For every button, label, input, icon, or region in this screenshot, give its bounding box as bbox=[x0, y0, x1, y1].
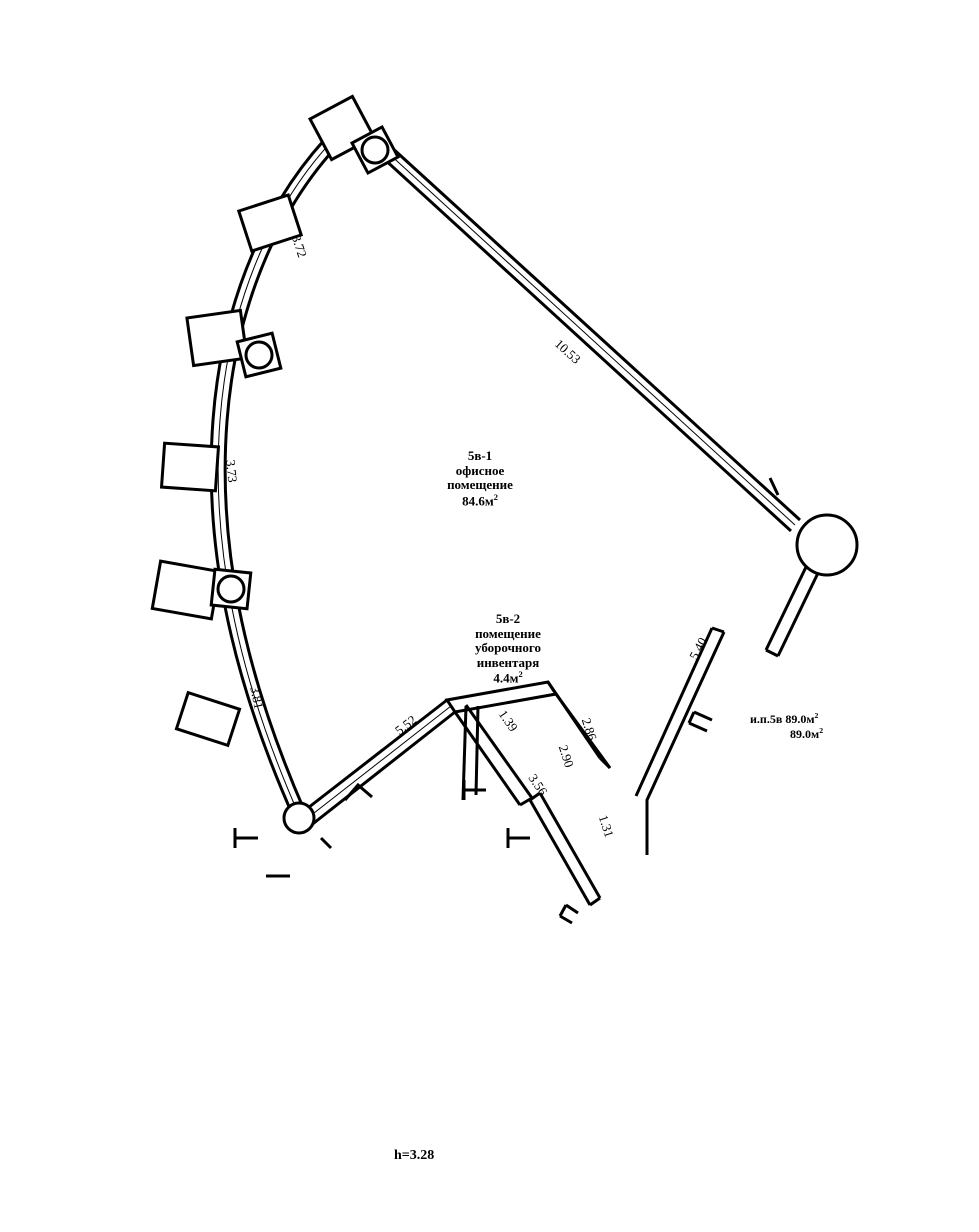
summary-value-2: $89.0м^2$ bbox=[790, 725, 824, 741]
column-round-right bbox=[797, 515, 857, 575]
dimension-3-72: 3.72 bbox=[288, 233, 311, 260]
column-round-bottom-left bbox=[284, 803, 314, 833]
room-5v2-name-line2: уборочного bbox=[475, 640, 541, 656]
room-label-5v1 bbox=[420, 449, 540, 509]
summary-block bbox=[750, 712, 823, 742]
room-5v1-area: $84.6м^2$ bbox=[462, 491, 498, 508]
dimension-3-73: 3.73 bbox=[223, 459, 241, 484]
room-5v1-id: 5в-1 bbox=[467, 448, 493, 463]
south-west-wall-hairline bbox=[300, 706, 451, 824]
door-marks-5v2 bbox=[464, 780, 530, 848]
embedded-columns bbox=[211, 127, 398, 609]
summary-value-1: $89.0м^2$ bbox=[785, 711, 819, 726]
room-5v2-id: 5в-2 bbox=[495, 611, 521, 626]
south-east-wall-stub bbox=[766, 567, 818, 656]
window-boxes bbox=[152, 96, 374, 745]
dimension-2-90: 2.90 bbox=[555, 743, 578, 770]
room-5v1-name-line2: помещение bbox=[447, 477, 513, 493]
dimension-2-86: 2.86 bbox=[578, 716, 601, 743]
dimension-3-81: 3.81 bbox=[247, 685, 267, 711]
room-5v2-area: $4.4м^2$ bbox=[493, 669, 523, 686]
dimension-5-40: 5.40 bbox=[686, 634, 710, 663]
dimension-10-53: 10.53 bbox=[551, 336, 584, 367]
ceiling-height-note: h=3.28 bbox=[394, 1148, 435, 1163]
dimension-5-52: 5.52 bbox=[392, 711, 420, 738]
summary-label: и.п.5в bbox=[750, 712, 783, 726]
room-label-5v2 bbox=[443, 612, 573, 686]
room-5v2-partitions bbox=[463, 706, 600, 923]
room-5v2-name-line3: инвентаря bbox=[476, 654, 540, 670]
east-diagonal-wall bbox=[636, 628, 724, 855]
room-5v1-name-line1: офисное bbox=[455, 462, 505, 478]
dimension-1-31: 1.31 bbox=[595, 813, 618, 840]
dimension-3-56: 3.56 bbox=[525, 771, 551, 799]
room-5v2-name-line1: помещение bbox=[475, 625, 541, 641]
dimension-1-39: 1.39 bbox=[495, 707, 522, 735]
